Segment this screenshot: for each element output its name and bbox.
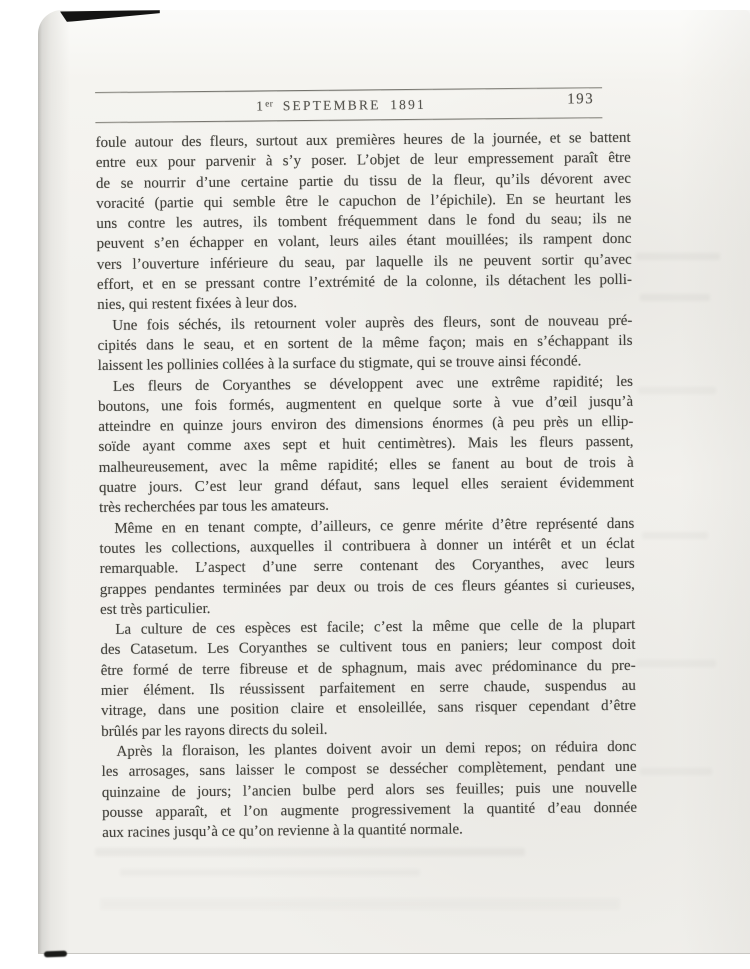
text-line: remarquable. L’aspect d’une serre contenant des Coryanthes, avec leurs (99, 556, 635, 578)
text-line: vers l’ouverture inférieure du seau, par laquelle ils ne peuvent sortir qu’avec (96, 251, 632, 273)
text-line: laissent les pollinies collées à la surface du stigmate, qui se trouve ainsi fécondé. (97, 353, 582, 375)
text-line: très recherchées par tous les amateurs. (99, 498, 330, 517)
bleed-through-mark (636, 253, 720, 260)
bleed-through-mark (120, 869, 420, 876)
text-line: Même en en tenant compte, d’ailleurs, ce genre mérite d’être représenté dans (114, 515, 635, 537)
ink-smudge (44, 951, 67, 958)
text-line: de se nourrir d’une certaine partie du tissu de la fleur, qu’ils dévorent avec (95, 170, 632, 192)
text-line: boutons, une fois formés, augmentent en quelque sorte à vue d’œil jusqu’à (98, 393, 634, 415)
header-rule-bottom (95, 117, 602, 123)
text-line: peuvent s’en échapper en volant, leurs ailes étant mouillées; ils rampent donc (96, 231, 632, 253)
text-line: voracité (partie qui semble être le capuchon de l’épichile). En se heurtant les (96, 190, 632, 212)
text-line: être formé de terre fibreuse et de sphagnum, mais avec prédominance du pre- (100, 657, 636, 679)
text-line: La culture de ces espèces est facile; c’est la même que celle de la plupart (115, 616, 636, 638)
body-text (96, 128, 638, 843)
text-line: grappes pendantes terminées par deux ou trois de ces fleurs géantes si curieuses, (99, 576, 635, 598)
text-line: Les fleurs de Coryanthes se développent avec une extrême rapidité; les (112, 373, 633, 395)
text-line: Après la floraison, les plantes doivent avoir un demi repos; on réduira donc (116, 738, 637, 760)
text-line: est très particulier. (100, 600, 211, 618)
bleed-through-mark (640, 768, 712, 775)
page-number: 193 (567, 91, 595, 108)
header-date-number: 1 (256, 98, 266, 114)
text-line: vitrage, dans une position claire et ensoleillée, sans risquer cependant d’être (100, 698, 637, 720)
text-line: effort, et en se pressant contre l’extrémité de la colonne, ils détachent les polli- (96, 271, 633, 294)
paragraph (96, 128, 633, 316)
text-line: soïde ayant comme axes sept et huit centimètres). Mais les fleurs passent, (98, 434, 634, 456)
header-rule-top (95, 87, 602, 93)
text-line: cipités dans le seau, et en sortent de la même façon; mais en s’échappant ils (97, 332, 633, 354)
text-line: quinzaine de jours; l’ancien bulbe perd alors ses feuilles; puis une nouvelle (101, 779, 637, 801)
page-content (95, 75, 638, 870)
text-line: entre eux pour parvenir à s’y poser. L’objet de leur empressement paraît être (95, 150, 631, 172)
bleed-through-mark (636, 660, 716, 667)
text-line: les arrosages, sans laisser le compost se dessécher complètement, pendant une (101, 759, 637, 781)
bleed-through-mark (95, 848, 525, 856)
paragraph (101, 737, 637, 844)
paragraph (99, 513, 635, 620)
header-date-ordinal: er (265, 98, 274, 109)
text-line: pousse apparaît, et l’on augmente progressivement la quantité d’eau donnée (101, 799, 638, 821)
text-line: atteindre en quinze jours environ des dimensions énormes (à peu près un ellip- (98, 414, 634, 436)
text-line: mier élément. Ils réussissent parfaitement en serre chaude, suspendus au (100, 677, 636, 699)
text-line: nies, qui restent fixées à leur dos. (97, 295, 298, 314)
paragraph (100, 615, 636, 742)
paragraph (97, 311, 633, 377)
header-date-month-year: SEPTEMBRE 1891 (273, 96, 427, 114)
header-date (256, 94, 426, 115)
text-line: foule autour des fleurs, surtout aux premières heures de la journée, et se battent (95, 129, 631, 151)
page-sheet (38, 10, 750, 954)
text-line: malheureusement, avec la même rapidité; elles se fanent au bout de trois à (98, 454, 634, 476)
text-line: quatre jours. C’est leur grand défaut, sans lequel elles seraient évidemment (98, 474, 634, 497)
bleed-through-mark (638, 387, 716, 394)
text-line: Une fois séchés, ils retournent voler auprès des fleurs, sont de nouveau pré- (112, 312, 633, 334)
text-line: brûlés par les rayons directs du soleil. (101, 721, 328, 740)
bleed-through-mark (100, 898, 620, 910)
text-line: uns contre les autres, ils tombent fréquemment dans le fond du seau; ils ne (96, 211, 632, 233)
bleed-through-mark (640, 294, 710, 301)
text-line: des Catasetum. Les Coryanthes se cultivent tous en paniers; leur compost doit (100, 637, 636, 659)
text-line: aux racines jusqu’à ce qu’on revienne à la quantité normale. (102, 821, 463, 842)
paragraph (98, 371, 634, 518)
text-line: toutes les collections, auxquelles il contribuera à donner un intérêt et un éclat (99, 535, 635, 557)
bleed-through-mark (642, 532, 708, 539)
